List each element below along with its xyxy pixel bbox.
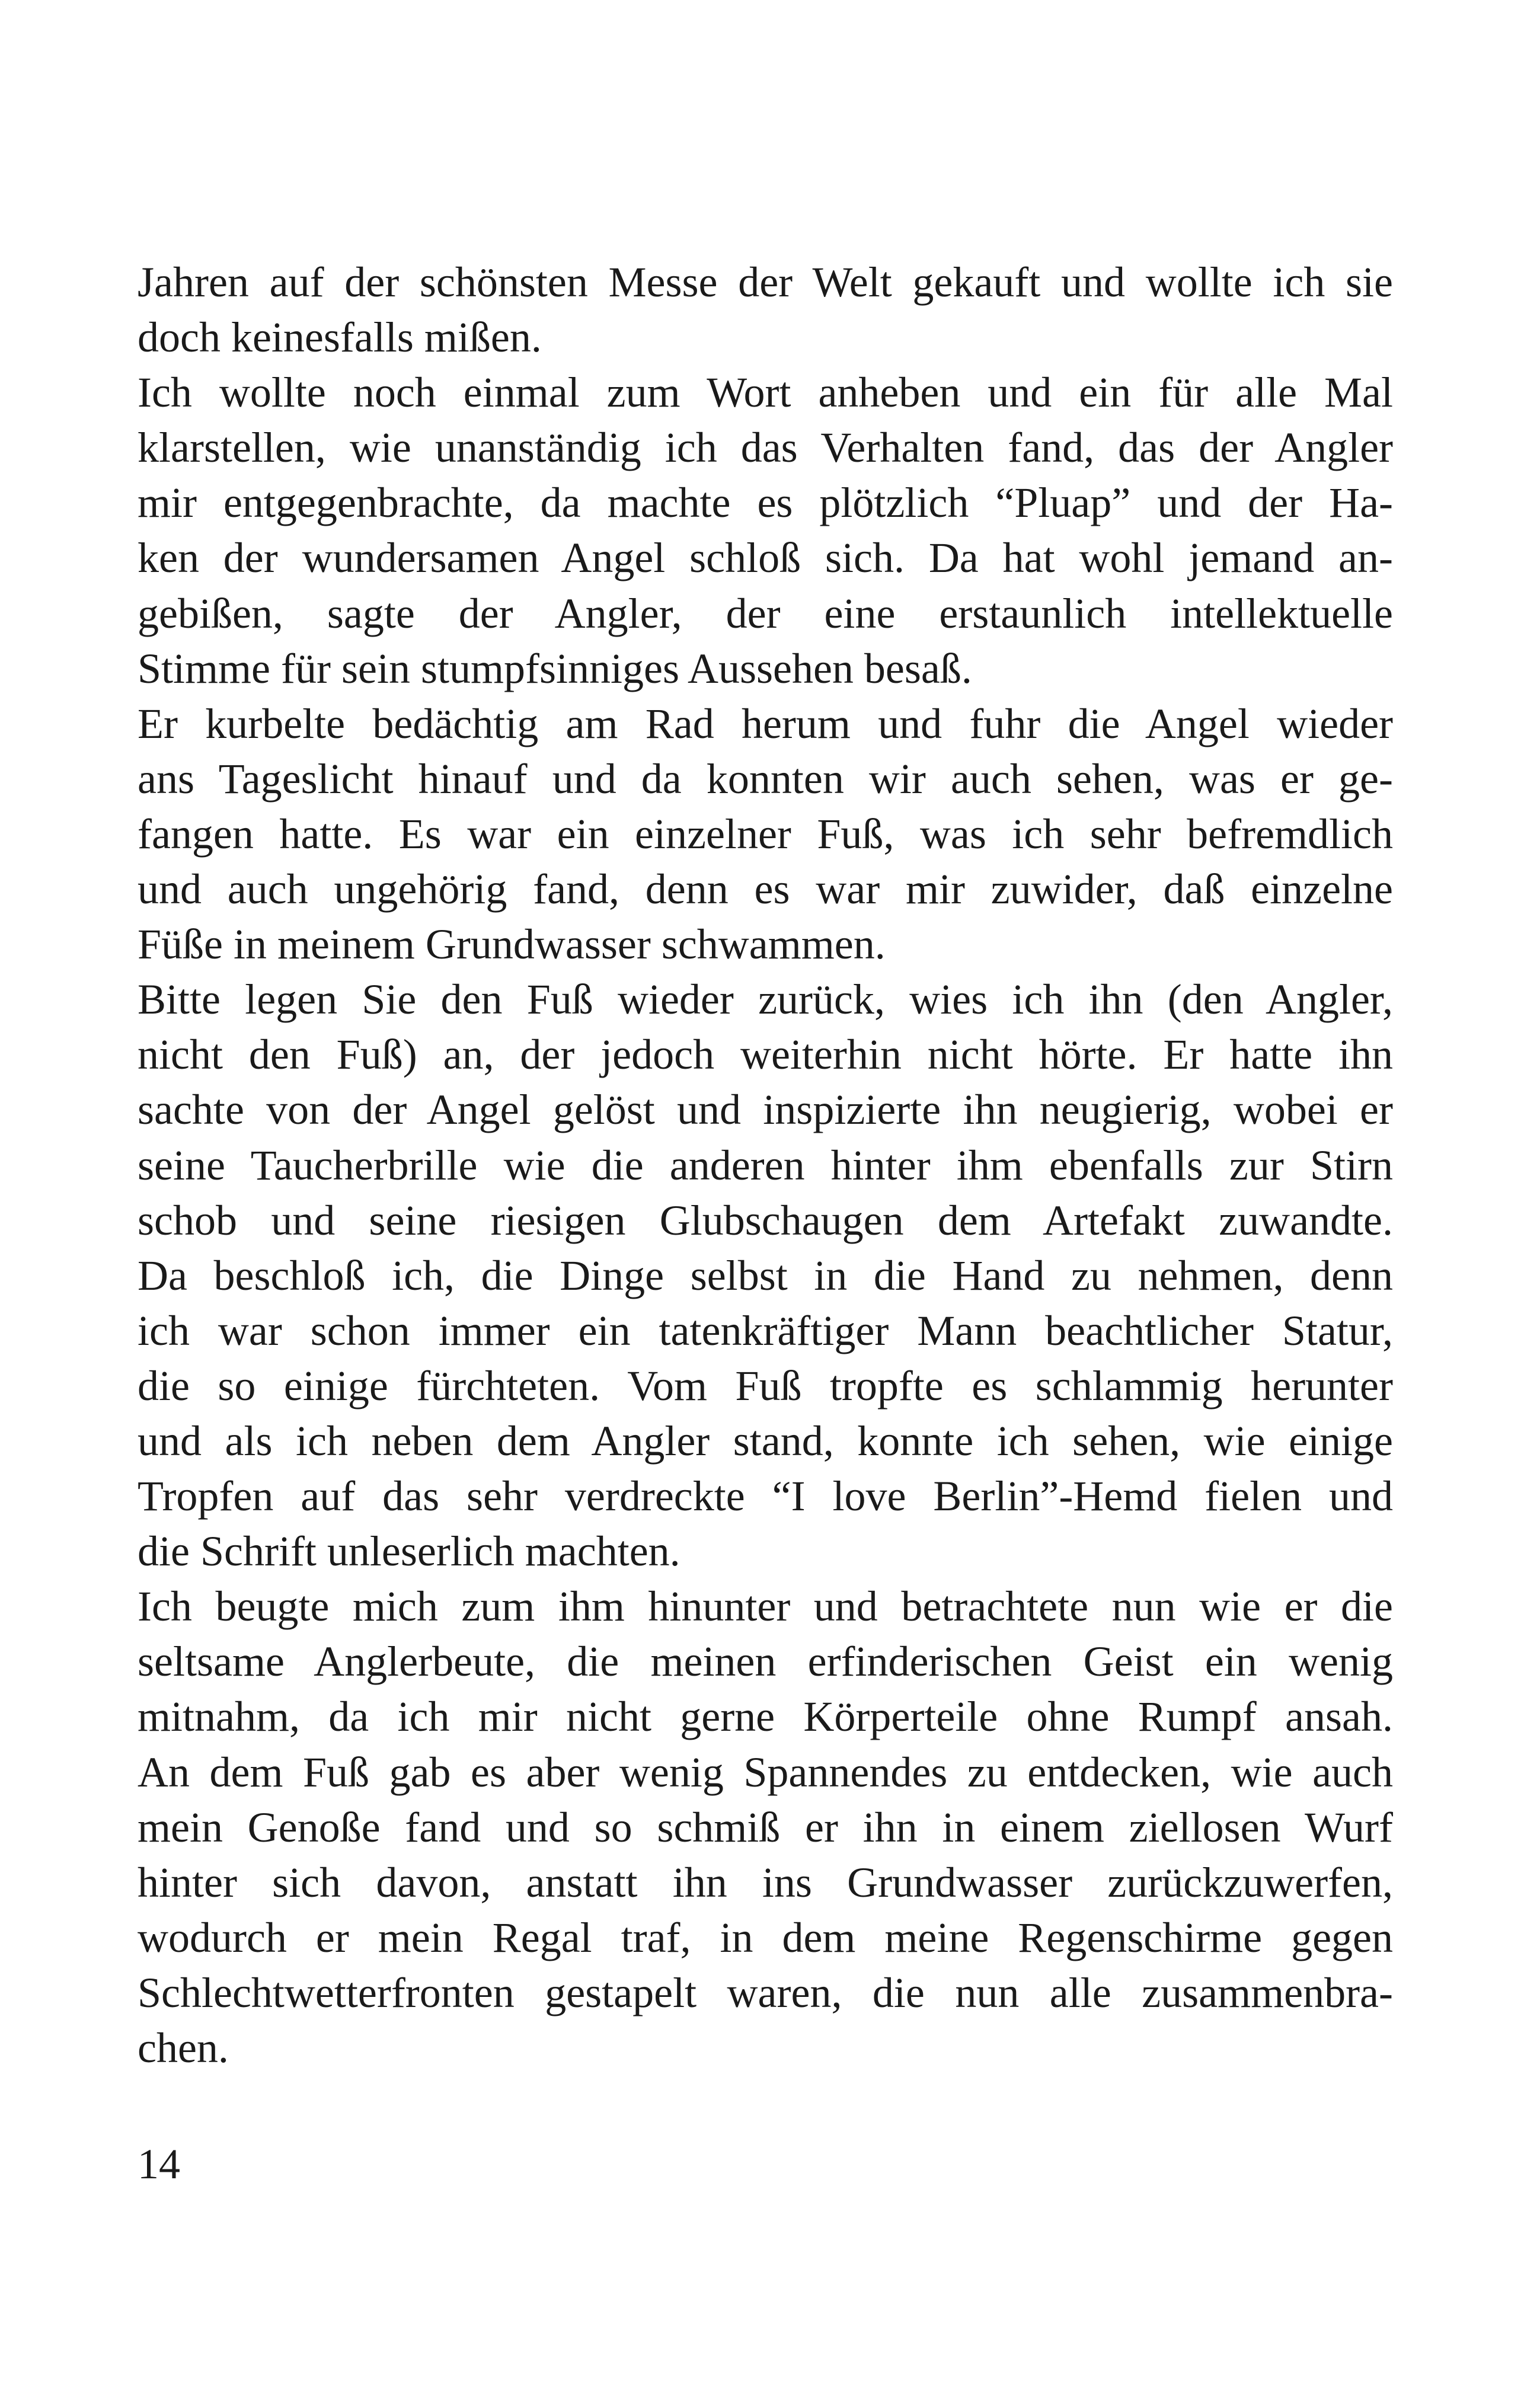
text-line: und als ich neben dem Angler stand, konnte ich sehen, wie einige xyxy=(138,1417,1393,1465)
paragraph xyxy=(138,255,1393,365)
text-line: Stimme für sein stumpfsinniges Aussehen besaß. xyxy=(138,644,972,692)
text-line: Er kurbelte bedächtig am Rad herum und fuhr die Angel wieder xyxy=(138,699,1393,747)
text-line: Ich beugte mich zum ihm hinunter und betrachtete nun wie er die xyxy=(138,1583,1393,1631)
text-line: schob und seine riesigen Glubschaugen dem Artefakt zuwandte. xyxy=(138,1196,1393,1244)
text-line: Da beschloß ich, die Dinge selbst in die Hand zu nehmen, denn xyxy=(138,1251,1393,1299)
text-line: doch keinesfalls mißen. xyxy=(138,314,542,362)
text-line: ans Tageslicht hinauf und da konnten wir auch sehen, was er ge- xyxy=(138,755,1393,803)
text-line: Bitte legen Sie den Fuß wieder zurück, wies ich ihn (den Angler, xyxy=(138,976,1393,1024)
text-line: seine Taucherbrille wie die anderen hinter ihm ebenfalls zur Stirn xyxy=(138,1141,1393,1189)
text-line: An dem Fuß gab es aber wenig Spannendes zu entdecken, wie auch xyxy=(138,1748,1393,1796)
text-line: mir entgegenbrachte, da machte es plötzlich “Pluap” und der Ha- xyxy=(138,479,1393,527)
paragraph xyxy=(138,972,1393,1579)
text-line: nicht den Fuß) an, der jedoch weiterhin nicht hörte. Er hatte ihn xyxy=(138,1031,1393,1079)
text-line: ich war schon immer ein tatenkräftiger Mann beachtlicher Statur, xyxy=(138,1306,1393,1354)
text-line: gebißen, sagte der Angler, der eine erstaunlich intellektuelle xyxy=(138,589,1393,637)
paragraph xyxy=(138,696,1393,972)
text-line: chen. xyxy=(138,2024,229,2072)
text-line: Jahren auf der schönsten Messe der Welt gekauft und wollte ich sie xyxy=(138,258,1393,306)
text-line: Ich wollte noch einmal zum Wort anheben und ein für alle Mal xyxy=(138,369,1393,417)
text-line: Schlechtwetterfronten gestapelt waren, die nun alle zusammenbra- xyxy=(138,1968,1393,2016)
paragraph xyxy=(138,1579,1393,2076)
text-line: klarstellen, wie unanständig ich das Verhalten fand, das der Angler xyxy=(138,424,1393,472)
text-line: Tropfen auf das sehr verdreckte “I love Berlin”-Hemd fielen und xyxy=(138,1472,1393,1520)
text-line: wodurch er mein Regal traf, in dem meine Regenschirme gegen xyxy=(138,1913,1393,1961)
text-line: und auch ungehörig fand, denn es war mir zuwider, daß einzelne xyxy=(138,865,1393,913)
text-line: Füße in meinem Grundwasser schwammen. xyxy=(138,921,886,969)
text-line: seltsame Anglerbeute, die meinen erfinderischen Geist ein wenig xyxy=(138,1638,1393,1686)
page-number: 14 xyxy=(138,2140,180,2188)
text-line: fangen hatte. Es war ein einzelner Fuß, was ich sehr befremdlich xyxy=(138,810,1393,858)
text-line: ken der wundersamen Angel schloß sich. Da hat wohl jemand an- xyxy=(138,534,1393,582)
text-line: die Schrift unleserlich machten. xyxy=(138,1527,680,1575)
text-line: sachte von der Angel gelöst und inspizierte ihn neugierig, wobei er xyxy=(138,1086,1393,1134)
body-text xyxy=(138,255,1393,2076)
paragraph xyxy=(138,365,1393,696)
text-line: mein Genoße fand und so schmiß er ihn in einem ziellosen Wurf xyxy=(138,1803,1393,1851)
text-line: mitnahm, da ich mir nicht gerne Körperteile ohne Rumpf ansah. xyxy=(138,1693,1393,1741)
text-line: die so einige fürchteten. Vom Fuß tropfte es schlammig herunter xyxy=(138,1362,1393,1410)
text-line: hinter sich davon, anstatt ihn ins Grundwasser zurückzuwerfen, xyxy=(138,1858,1393,1906)
